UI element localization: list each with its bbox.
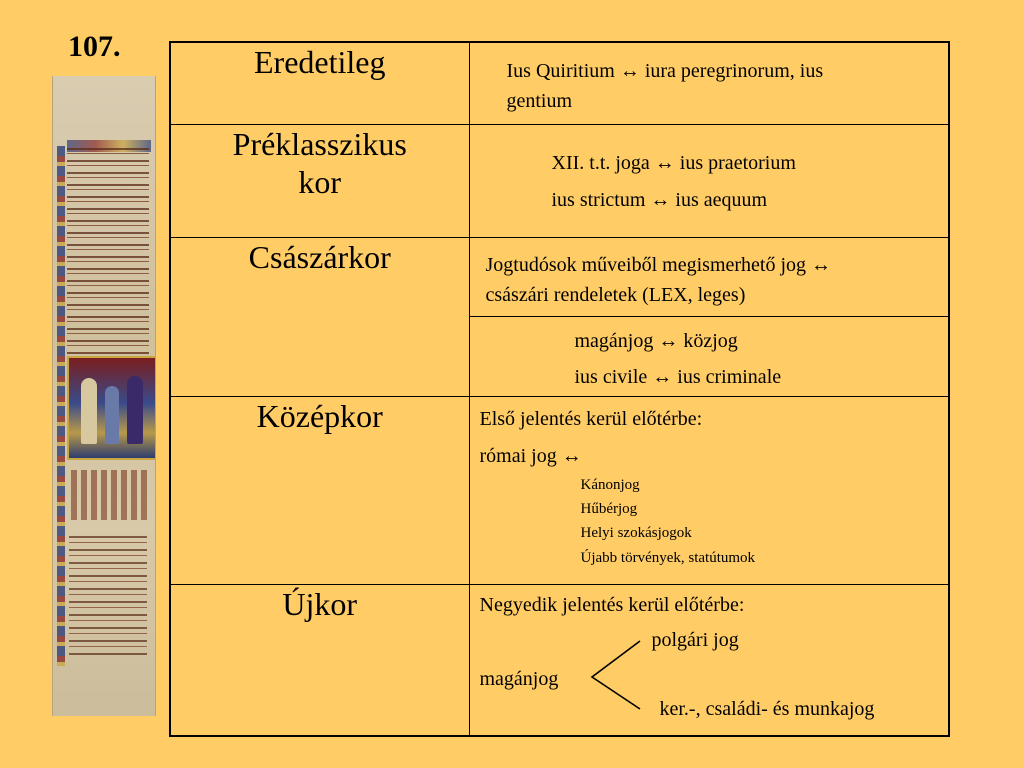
table-row [170,124,949,237]
period-content [469,584,949,736]
period-content [469,124,949,237]
branch-bracket [588,637,644,713]
content-line: császári rendeletek (LEX, leges) [485,283,746,306]
content-line: ius civile ↔ ius criminale [574,365,782,388]
period-label: Császárkor [170,237,469,396]
list-item: Kánonjog [580,476,640,493]
period-label: Eredetileg [170,42,469,124]
content-line: magánjog ↔ közjog [574,329,738,352]
manuscript-miniature [67,356,156,460]
table-row [170,42,949,124]
table-row [170,396,949,584]
slide-number: 107. [68,30,121,63]
periods-table [169,41,950,737]
table-row [170,237,949,316]
list-item: Hűbérjog [580,500,638,517]
content-line: Ius Quiritium ↔ iura peregrinorum, ius [506,60,824,82]
period-content [469,237,949,316]
period-label [170,124,469,237]
list-item: Helyi szokásjogok [580,524,692,541]
manuscript-initial [71,470,151,520]
branch-root: magánjog [479,667,559,690]
period-content [469,316,949,396]
content-line: Első jelentés kerül előtérbe: [479,407,703,430]
period-label-line: kor [298,163,342,200]
manuscript-text-lower [69,536,147,656]
content-line: Jogtudósok műveiből megismerhető jog ↔ [485,253,832,276]
content-line: Negyedik jelentés kerül előtérbe: [479,593,745,616]
period-label-line: Préklasszikus [232,125,407,162]
period-content [469,42,949,124]
content-line: gentium [506,90,573,112]
content-line: római jog ↔ [479,444,582,467]
branch-lower: ker.-, családi- és munkajog [659,697,875,720]
period-content [469,396,949,584]
content-line: ius strictum ↔ ius aequum [551,188,768,211]
list-item: Újabb törvények, statútumok [580,549,756,566]
branch-upper: polgári jog [651,628,739,651]
period-label: Középkor [170,396,469,584]
manuscript-image [52,76,156,716]
table-row [170,584,949,736]
content-line: XII. t.t. joga ↔ ius praetorium [551,151,796,174]
period-label: Újkor [170,584,469,736]
manuscript-border [57,146,65,666]
